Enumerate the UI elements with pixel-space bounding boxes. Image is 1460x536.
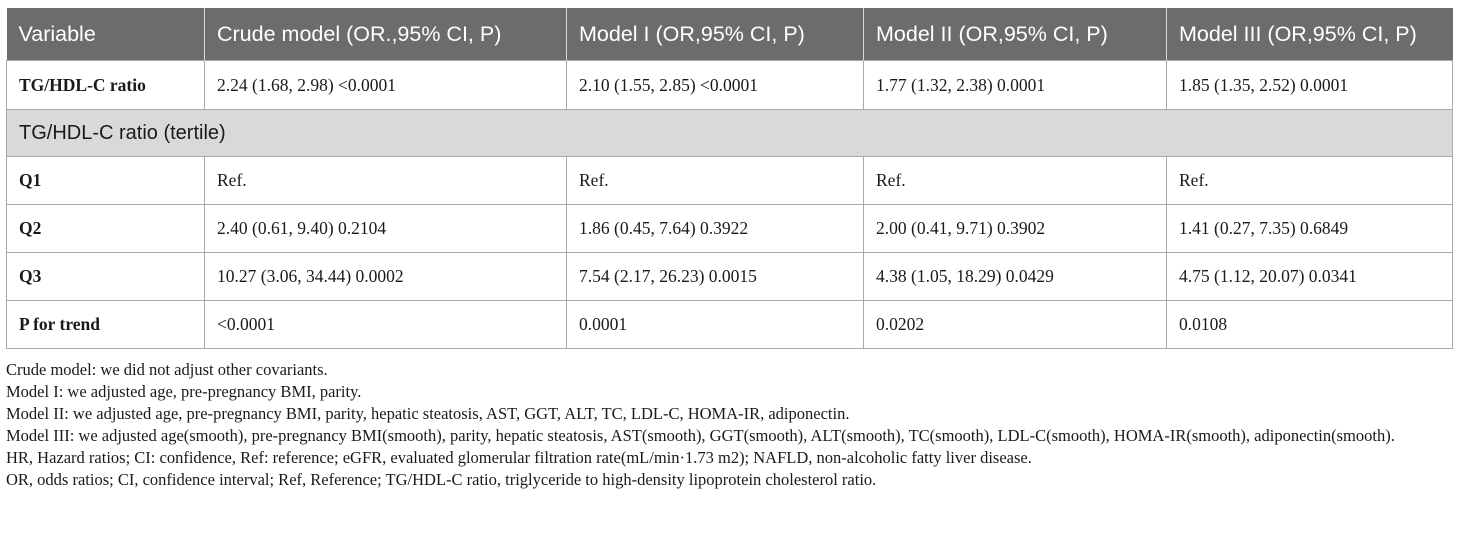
footnote-abbreviations-hr: HR, Hazard ratios; CI: confidence, Ref: reference; eGFR, evaluated glomerular filtration rate(mL/min·1.73 m2); NAFLD, non-alcoholic fatty liver disease. bbox=[6, 448, 1032, 467]
table-footnotes bbox=[6, 359, 1452, 491]
row-label: TG/HDL-C ratio bbox=[7, 61, 205, 110]
table-cell: 2.10 (1.55, 2.85) <0.0001 bbox=[567, 61, 864, 110]
table-cell: Ref. bbox=[567, 157, 864, 205]
table-cell: 1.85 (1.35, 2.52) 0.0001 bbox=[1167, 61, 1453, 110]
header-variable: Variable bbox=[7, 8, 205, 61]
table-cell: 0.0202 bbox=[864, 301, 1167, 349]
footnote-crude-model: Crude model: we did not adjust other covariants. bbox=[6, 360, 328, 379]
table-cell: 1.77 (1.32, 2.38) 0.0001 bbox=[864, 61, 1167, 110]
results-table-container bbox=[6, 8, 1452, 349]
table-row bbox=[7, 301, 1453, 349]
section-row bbox=[7, 110, 1453, 157]
header-crude-model: Crude model (OR.,95% CI, P) bbox=[205, 8, 567, 61]
table-cell: Ref. bbox=[864, 157, 1167, 205]
table-cell: 2.40 (0.61, 9.40) 0.2104 bbox=[205, 205, 567, 253]
table-cell: 7.54 (2.17, 26.23) 0.0015 bbox=[567, 253, 864, 301]
header-model-i: Model I (OR,95% CI, P) bbox=[567, 8, 864, 61]
row-label: P for trend bbox=[7, 301, 205, 349]
table-cell: Ref. bbox=[205, 157, 567, 205]
table-cell: Ref. bbox=[1167, 157, 1453, 205]
table-cell: 4.75 (1.12, 20.07) 0.0341 bbox=[1167, 253, 1453, 301]
table-cell: 2.00 (0.41, 9.71) 0.3902 bbox=[864, 205, 1167, 253]
footnote-model-ii: Model II: we adjusted age, pre-pregnancy BMI, parity, hepatic steatosis, AST, GGT, ALT, TC, LDL-C, HOMA-IR, adiponectin. bbox=[6, 404, 850, 423]
table-cell: 1.86 (0.45, 7.64) 0.3922 bbox=[567, 205, 864, 253]
row-label: Q2 bbox=[7, 205, 205, 253]
table-row bbox=[7, 205, 1453, 253]
footnote-abbreviations-or: OR, odds ratios; CI, confidence interval; Ref, Reference; TG/HDL-C ratio, triglyceride to high-density lipoprotein cholesterol ratio. bbox=[6, 470, 877, 489]
table-cell: 0.0108 bbox=[1167, 301, 1453, 349]
table-cell: 10.27 (3.06, 34.44) 0.0002 bbox=[205, 253, 567, 301]
row-label: Q3 bbox=[7, 253, 205, 301]
table-row bbox=[7, 157, 1453, 205]
table-cell: <0.0001 bbox=[205, 301, 567, 349]
row-label: Q1 bbox=[7, 157, 205, 205]
table-cell: 2.24 (1.68, 2.98) <0.0001 bbox=[205, 61, 567, 110]
table-row bbox=[7, 61, 1453, 110]
table-cell: 0.0001 bbox=[567, 301, 864, 349]
table-cell: 1.41 (0.27, 7.35) 0.6849 bbox=[1167, 205, 1453, 253]
table-cell: 4.38 (1.05, 18.29) 0.0429 bbox=[864, 253, 1167, 301]
section-label: TG/HDL-C ratio (tertile) bbox=[7, 110, 1453, 157]
header-model-iii: Model III (OR,95% CI, P) bbox=[1167, 8, 1453, 61]
footnote-model-i: Model I: we adjusted age, pre-pregnancy BMI, parity. bbox=[6, 382, 362, 401]
header-model-ii: Model II (OR,95% CI, P) bbox=[864, 8, 1167, 61]
footnote-model-iii: Model III: we adjusted age(smooth), pre-pregnancy BMI(smooth), parity, hepatic steatosis, AST(smooth), GGT(smooth), ALT(smooth), TC(smooth), LDL-C(smooth), HOMA-IR(smooth), adiponectin(smooth). bbox=[6, 426, 1395, 445]
header-row bbox=[7, 8, 1453, 61]
table-row bbox=[7, 253, 1453, 301]
results-table bbox=[6, 8, 1453, 349]
